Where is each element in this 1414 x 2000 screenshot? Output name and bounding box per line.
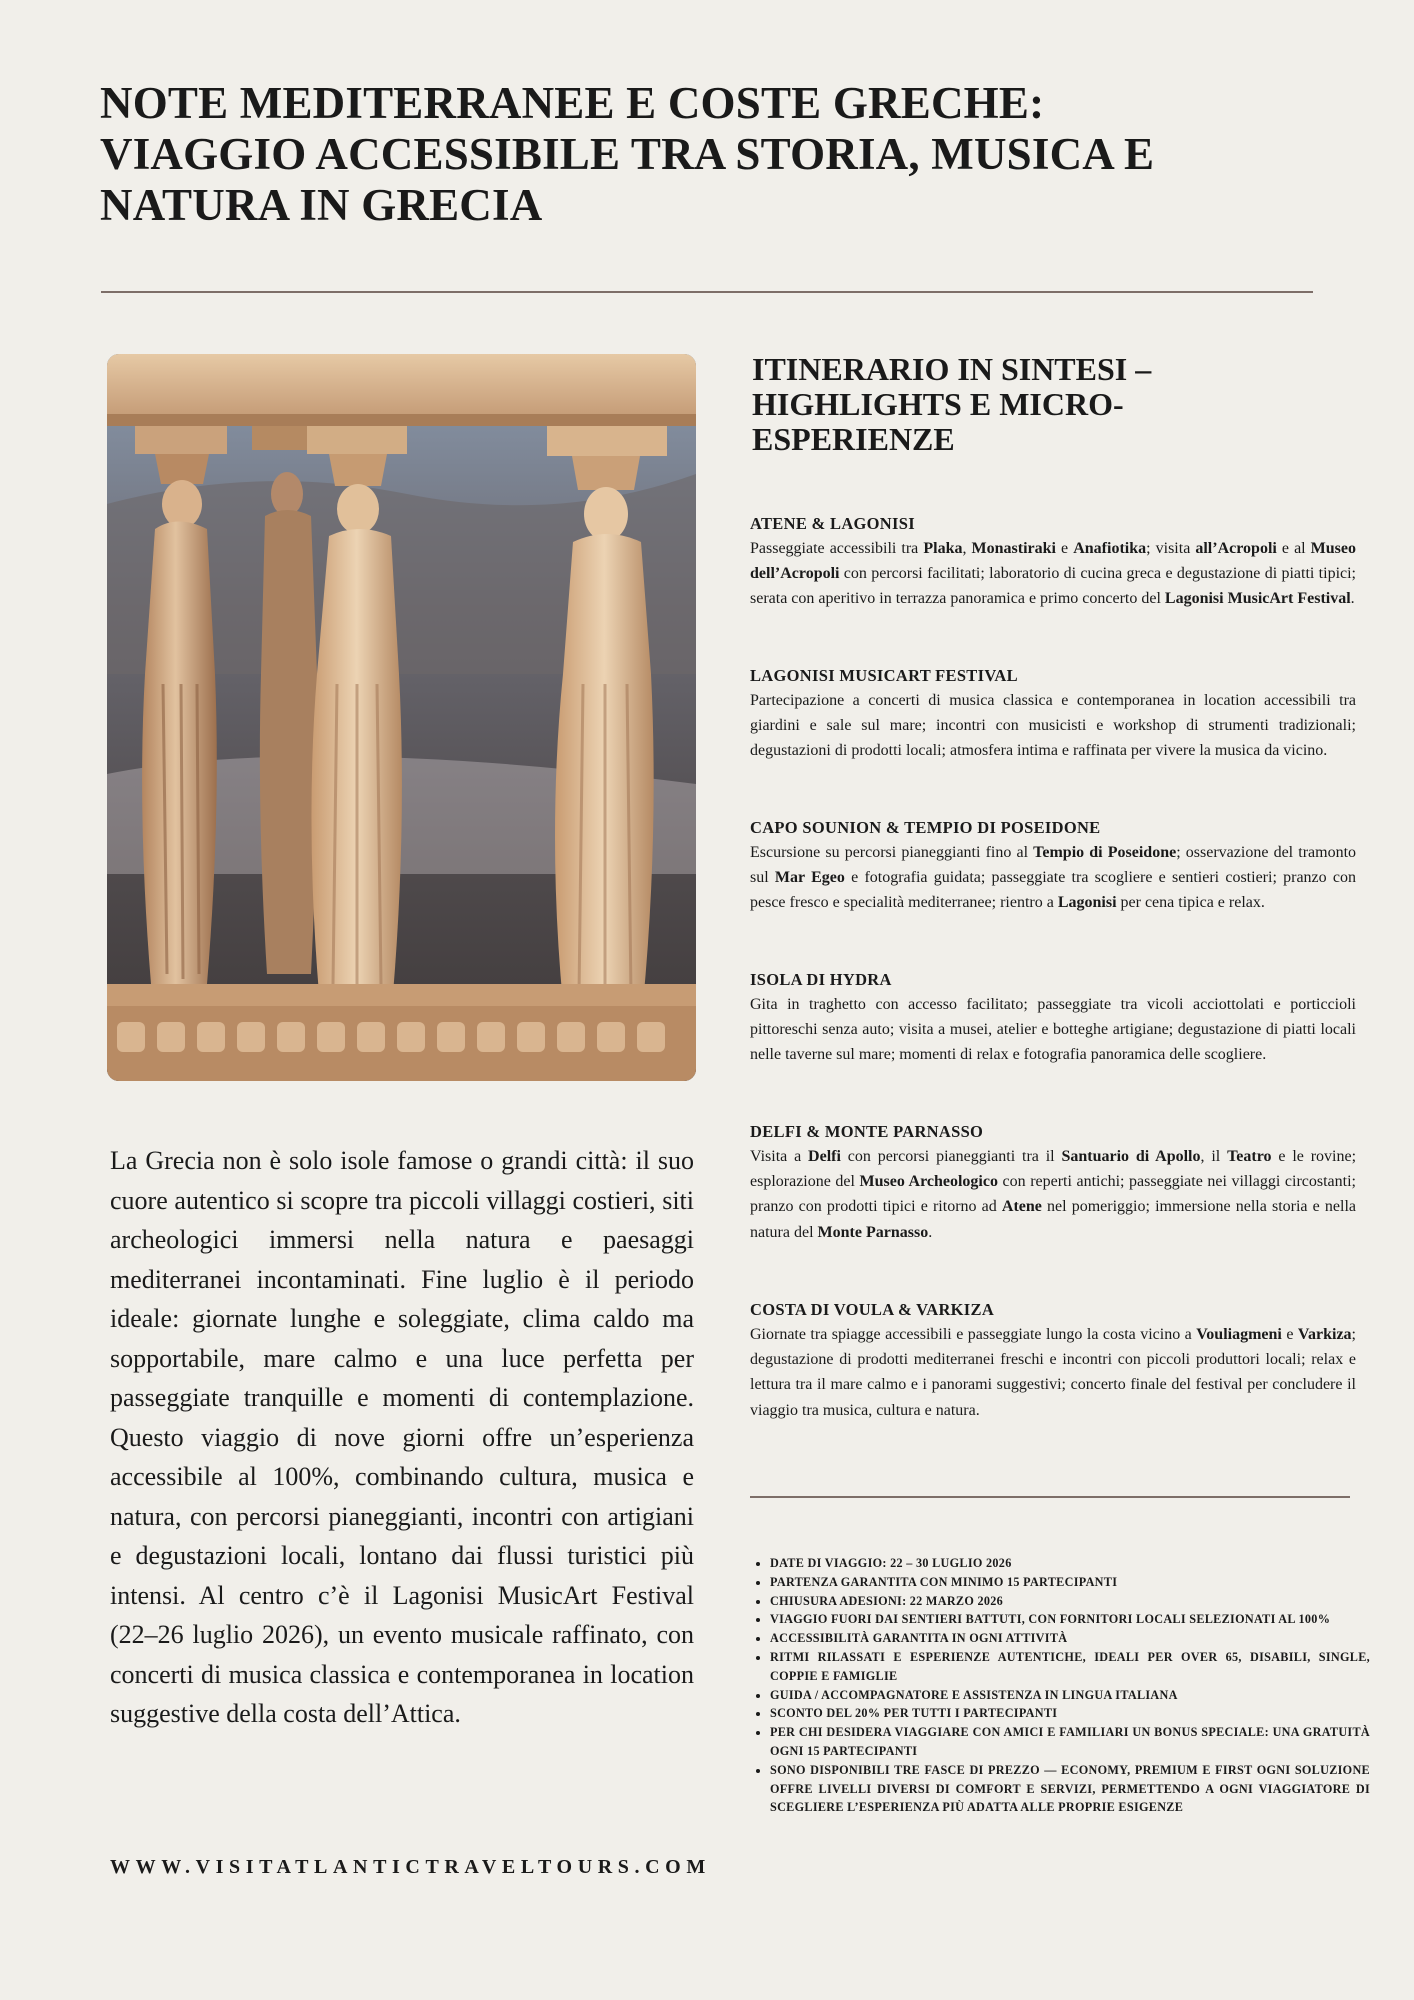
caryatids-illustration [107,354,696,1081]
itinerary-heading-line: ITINERARIO IN SINTESI – [752,351,1152,387]
section-text: Gita in traghetto con accesso facilitato; passeggiate tra vicoli acciottolati e porticcioli pittoreschi senza auto; visita a musei, atelier e botteghe artigiane; degustazione di piatti locali nelle taverne sul mare; momenti di relax e fotografia panoramica delle scogliere. [750,996,1356,1064]
fact-item: • GUIDA / ACCOMPAGNATORE E ASSISTENZA IN LINGUA ITALIANA [770,1686,1370,1705]
fact-item: • PER CHI DESIDERA VIAGGIARE CON AMICI E FAMILIARI UN BONUS SPECIALE: UNA GRATUITÀ OGNI 15 PARTECIPANTI [770,1723,1370,1761]
intro-paragraph: La Grecia non è solo isole famose o grandi città: il suo cuore autentico si scopre tra piccoli villaggi costieri, siti archeologici immersi nella natura e paesaggi mediterranei incontaminati. Fine luglio è il periodo ideale: giornate lunghe e soleggiate, clima caldo ma sopportabile, mare calmo e una luce perfetta per passeggiate tranquille e momenti di contemplazione. Questo viaggio di nove giorni offre un’esperienza accessibile al 100%, combinando cultura, musica e natura, con percorsi pianeggianti, incontri con artigiani e degustazioni locali, lontano dai flussi turistici più intensi. Al centro c’è il Lagonisi MusicArt Festival (22–26 luglio 2026), un evento musicale raffinato, con concerti di musica classica e contemporanea in location suggestive della costa dell’Attica. [110,1146,694,1728]
itinerary-section-delfi [750,1119,1356,1245]
section-text: Giornate tra spiagge accessibili e passeggiate lungo la costa vicino a Vouliagmeni e Varkiza; degustazione di prodotti mediterranei freschi e incontri con piccoli produttori locali; relax e lettura tra il mare calmo e i panorami suggestivi; concerto finale del festival per concludere il viaggio tra musica, cultura e natura. [750,1326,1356,1419]
section-text: Passeggiate accessibili tra Plaka, Monastiraki e Anafiotika; visita all’Acropoli e al Museo dell’Acropoli con percorsi facilitati; laboratorio di cucina greca e degustazione di piatti tipici; serata con aperitivo in terrazza panoramica e primo concerto del Lagonisi MusicArt Festival. [750,540,1356,608]
fact-item: • DATE DI VIAGGIO: 22 – 30 LUGLIO 2026 [770,1554,1370,1573]
itinerary-section-atene-lagonisi [750,511,1356,612]
fact-item: • SCONTO DEL 20% PER TUTTI I PARTECIPANTI [770,1704,1370,1723]
fact-item: • VIAGGIO FUORI DAI SENTIERI BATTUTI, CON FORNITORI LOCALI SELEZIONATI AL 100% [770,1610,1370,1629]
fact-item: • RITMI RILASSATI E ESPERIENZE AUTENTICHE, IDEALI PER OVER 65, DISABILI, SINGLE, COPPIE E FAMIGLIE [770,1648,1370,1686]
section-text: Partecipazione a concerti di musica classica e contemporanea in location accessibili tra giardini e sale sul mare; incontri con musicisti e workshop di strumenti tradizionali; degustazioni di prodotti locali; atmosfera intima e raffinata per vivere la musica da vicino. [750,692,1356,760]
itinerary-heading-line: ESPERIENZE [752,421,955,457]
fact-item: • SONO DISPONIBILI TRE FASCE DI PREZZO — ECONOMY, PREMIUM E FIRST OGNI SOLUZIONE OFFRE LIVELLI DIVERSI DI COMFORT E SERVIZI, PERMETTENDO A OGNI VIAGGIATORE DI SCEGLIERE L’ESPERIENZA PIÙ ADATTA ALLE PROPRIE ESIGENZE [770,1761,1370,1817]
page-title-line: NOTE MEDITERRANEE E COSTE GRECHE: [100,78,1045,128]
caryatids-photo [107,354,696,1081]
fact-item: • PARTENZA GARANTITA CON MINIMO 15 PARTECIPANTI [770,1573,1370,1592]
itinerary-section-capo-sounion [750,815,1356,916]
page-title-line: NATURA IN GRECIA [100,180,543,230]
divider [750,1496,1350,1498]
section-text: Escursione su percorsi pianeggianti fino al Tempio di Poseidone; osservazione del tramonto sul Mar Egeo e fotografia guidata; passeggiate tra scogliere e sentieri costieri; pranzo con pesce fresco e specialità mediterranee; rientro a Lagonisi per cena tipica e relax. [750,844,1357,912]
section-title: LAGONISI MUSICART FESTIVAL [750,666,1018,685]
fact-item: • ACCESSIBILITÀ GARANTITA IN OGNI ATTIVITÀ [770,1629,1370,1648]
section-title: CAPO SOUNION & TEMPIO DI POSEIDONE [750,818,1101,837]
fact-item: • CHIUSURA ADESIONI: 22 MARZO 2026 [770,1592,1370,1611]
itinerary-heading [752,352,1272,457]
section-title: ATENE & LAGONISI [750,514,915,533]
section-title: COSTA DI VOULA & VARKIZA [750,1300,995,1319]
section-text: Visita a Delfi con percorsi pianeggianti tra il Santuario di Apollo, il Teatro e le rovine; esplorazione del Museo Archeologico con reperti antichi; passeggiate nei villaggi circostanti; pranzo con prodotti tipici e ritorno ad Atene nel pomeriggio; immersione nella storia e nella natura del Monte Parnasso. [750,1148,1357,1241]
website-link[interactable]: WWW.VISITATLANTICTRAVELTOURS.COM [110,1856,711,1878]
page-title [100,78,1340,231]
itinerary-section-musicart-festival [750,663,1356,764]
section-title: DELFI & MONTE PARNASSO [750,1122,984,1141]
trip-facts-list [750,1554,1370,1817]
page-title-line: VIAGGIO ACCESSIBILE TRA STORIA, MUSICA E [100,129,1155,179]
itinerary-section-hydra [750,967,1356,1068]
itinerary-section-voula-varkiza [750,1297,1356,1423]
itinerary-heading-line: HIGHLIGHTS E MICRO- [752,386,1124,422]
divider [101,291,1313,293]
section-title: ISOLA DI HYDRA [750,970,892,989]
